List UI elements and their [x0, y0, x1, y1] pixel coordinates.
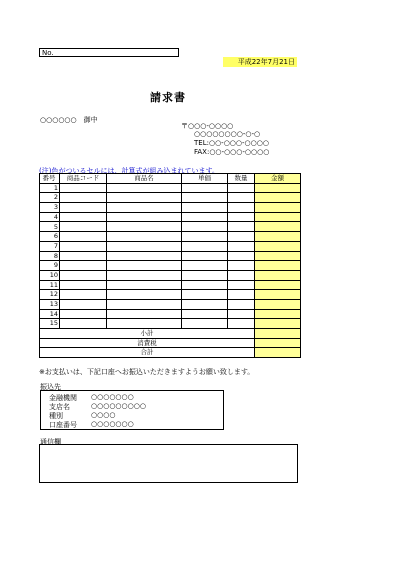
row-code — [60, 241, 107, 251]
table-row — [40, 270, 301, 280]
bank-value-account: ○○○○○○○ — [91, 420, 134, 428]
row-code — [60, 299, 107, 309]
row-price — [182, 203, 228, 213]
table-row — [40, 193, 301, 203]
row-price — [182, 232, 228, 242]
row-number: 5 — [40, 222, 60, 232]
row-code — [60, 212, 107, 222]
row-price — [182, 270, 228, 280]
bank-label-account: 口座番号 — [49, 421, 77, 429]
header-quantity: 数量 — [228, 174, 255, 184]
row-price — [182, 241, 228, 251]
document-title: 請求書 — [150, 91, 186, 104]
memo-heading: 通信欄 — [40, 438, 61, 446]
issuer-tel: TEL:○○-○○○-○○○○ — [194, 139, 269, 147]
row-name — [107, 183, 182, 193]
row-quantity — [228, 212, 255, 222]
table-row — [40, 280, 301, 290]
row-price — [182, 280, 228, 290]
bank-value-institution: ○○○○○○○ — [91, 393, 134, 401]
row-quantity — [228, 203, 255, 213]
row-number: 13 — [40, 299, 60, 309]
row-amount — [255, 309, 301, 319]
row-quantity — [228, 241, 255, 251]
issue-date: 平成22年7月21日 — [223, 57, 297, 67]
bank-value-type: ○○○○ — [91, 411, 116, 419]
invoice-items-table — [39, 173, 301, 358]
row-number: 11 — [40, 280, 60, 290]
row-quantity — [228, 270, 255, 280]
row-price — [182, 193, 228, 203]
bank-label-type: 種別 — [49, 412, 63, 420]
row-quantity — [228, 309, 255, 319]
tax-label: 消費税 — [40, 338, 255, 348]
payment-note: ※お支払いは、下記口座へお振込いただきますようお願い致します。 — [39, 368, 255, 376]
table-row — [40, 299, 301, 309]
row-amount — [255, 193, 301, 203]
table-row — [40, 261, 301, 271]
table-row — [40, 319, 301, 329]
row-name — [107, 261, 182, 271]
row-name — [107, 232, 182, 242]
header-number: 番号 — [40, 174, 60, 184]
row-name — [107, 193, 182, 203]
row-code — [60, 270, 107, 280]
row-price — [182, 261, 228, 271]
table-row — [40, 251, 301, 261]
row-quantity — [228, 280, 255, 290]
row-price — [182, 290, 228, 300]
row-number: 3 — [40, 203, 60, 213]
row-code — [60, 183, 107, 193]
row-amount — [255, 261, 301, 271]
recipient-name: ○○○○○○ 御中 — [40, 116, 98, 124]
row-number: 2 — [40, 193, 60, 203]
table-row — [40, 203, 301, 213]
table-row — [40, 222, 301, 232]
subtotal-amount — [255, 329, 301, 339]
row-name — [107, 203, 182, 213]
issuer-address: ○○○○○○○○-○-○ — [194, 130, 261, 138]
formula-note: (注)色がついるセルには、計算式が組み込まれています。 — [39, 167, 219, 175]
header-amount: 金額 — [255, 174, 301, 184]
row-price — [182, 212, 228, 222]
row-name — [107, 212, 182, 222]
row-price — [182, 251, 228, 261]
row-quantity — [228, 299, 255, 309]
row-price — [182, 299, 228, 309]
total-amount — [255, 348, 301, 358]
row-code — [60, 290, 107, 300]
row-number: 4 — [40, 212, 60, 222]
row-name — [107, 299, 182, 309]
row-price — [182, 319, 228, 329]
row-quantity — [228, 251, 255, 261]
row-number: 8 — [40, 251, 60, 261]
bank-label-branch: 支店名 — [49, 403, 70, 411]
row-code — [60, 222, 107, 232]
tax-amount — [255, 338, 301, 348]
row-code — [60, 203, 107, 213]
bank-heading: 振込先 — [40, 383, 61, 391]
row-number: 14 — [40, 309, 60, 319]
document-number-label: No. — [42, 49, 54, 57]
row-price — [182, 183, 228, 193]
row-code — [60, 232, 107, 242]
table-row — [40, 309, 301, 319]
table-header-row — [40, 174, 301, 184]
table-row — [40, 232, 301, 242]
header-name: 商品名 — [107, 174, 182, 184]
tax-row — [40, 338, 301, 348]
row-name — [107, 270, 182, 280]
row-name — [107, 251, 182, 261]
row-amount — [255, 299, 301, 309]
bank-info-box — [40, 390, 224, 430]
row-number: 6 — [40, 232, 60, 242]
table-row — [40, 290, 301, 300]
table-row — [40, 212, 301, 222]
row-code — [60, 319, 107, 329]
row-price — [182, 222, 228, 232]
row-name — [107, 241, 182, 251]
row-quantity — [228, 290, 255, 300]
header-code: 商品コード — [60, 174, 107, 184]
row-amount — [255, 212, 301, 222]
row-quantity — [228, 222, 255, 232]
row-number: 1 — [40, 183, 60, 193]
row-amount — [255, 290, 301, 300]
row-amount — [255, 222, 301, 232]
subtotal-label: 小計 — [40, 329, 255, 339]
row-quantity — [228, 319, 255, 329]
bank-label-institution: 金融機関 — [49, 394, 77, 402]
row-quantity — [228, 193, 255, 203]
row-amount — [255, 270, 301, 280]
table-row — [40, 241, 301, 251]
row-quantity — [228, 261, 255, 271]
row-code — [60, 193, 107, 203]
row-amount — [255, 251, 301, 261]
row-number: 15 — [40, 319, 60, 329]
row-name — [107, 309, 182, 319]
row-amount — [255, 232, 301, 242]
total-row — [40, 348, 301, 358]
row-amount — [255, 241, 301, 251]
row-amount — [255, 183, 301, 193]
row-code — [60, 251, 107, 261]
row-name — [107, 280, 182, 290]
row-code — [60, 280, 107, 290]
row-amount — [255, 203, 301, 213]
total-label: 合計 — [40, 348, 255, 358]
issuer-fax: FAX:○○-○○○-○○○○ — [194, 148, 270, 156]
document-number-field — [39, 48, 179, 57]
row-name — [107, 319, 182, 329]
row-amount — [255, 280, 301, 290]
row-amount — [255, 319, 301, 329]
issuer-postal: 〒○○○-○○○○ — [181, 122, 234, 130]
row-number: 10 — [40, 270, 60, 280]
table-row — [40, 183, 301, 193]
row-number: 12 — [40, 290, 60, 300]
bank-value-branch: ○○○○○○○○○ — [91, 402, 146, 410]
row-price — [182, 309, 228, 319]
memo-box — [39, 444, 298, 483]
row-code — [60, 261, 107, 271]
row-quantity — [228, 232, 255, 242]
subtotal-row — [40, 329, 301, 339]
row-number: 9 — [40, 261, 60, 271]
row-name — [107, 290, 182, 300]
row-number: 7 — [40, 241, 60, 251]
header-price: 単価 — [182, 174, 228, 184]
row-quantity — [228, 183, 255, 193]
row-code — [60, 309, 107, 319]
row-name — [107, 222, 182, 232]
